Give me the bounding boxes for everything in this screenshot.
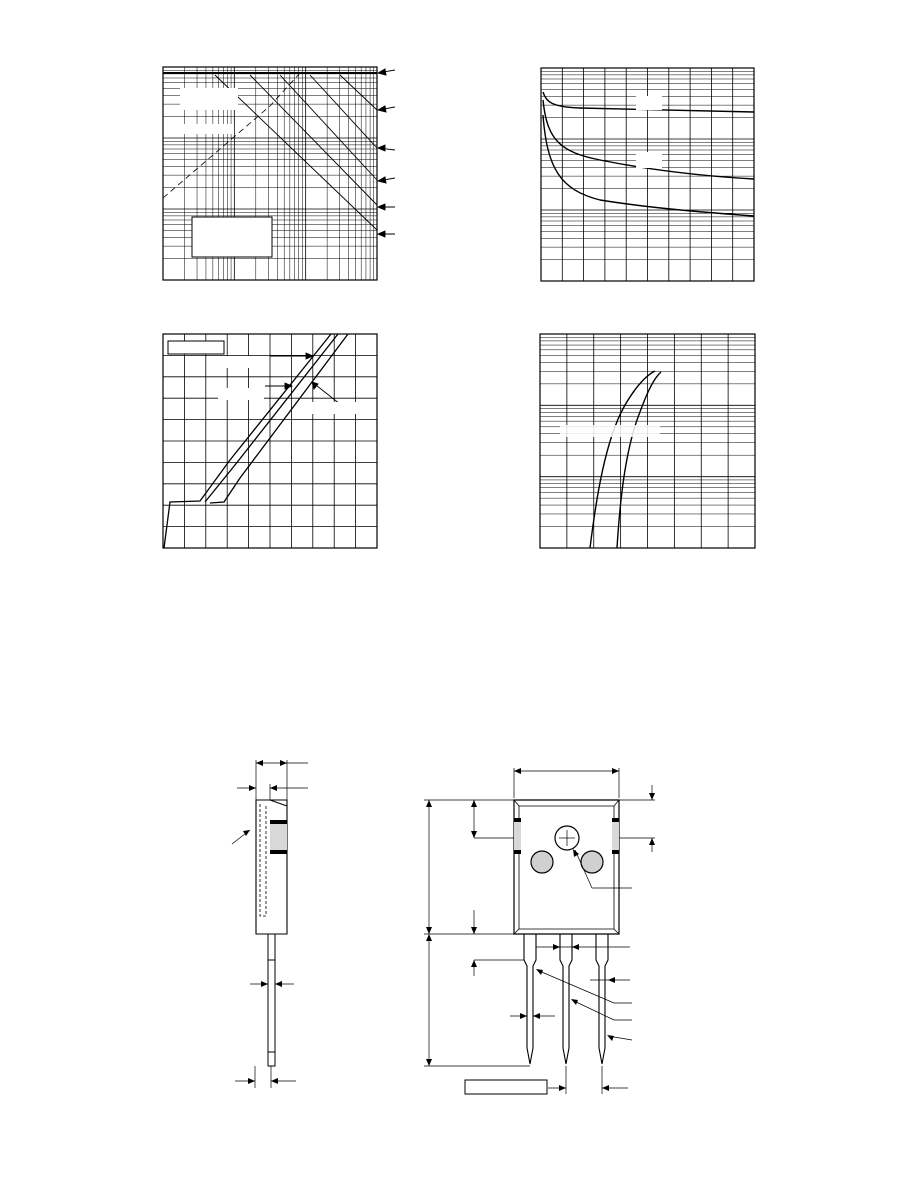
chart-top-left-label-box-2 <box>168 124 234 134</box>
package-front-arrowheads <box>426 768 655 1091</box>
chart-top-left-label-box-1 <box>180 88 238 110</box>
package-front-view <box>424 768 655 1094</box>
chart-top-right <box>541 68 754 281</box>
chart-top-left-arrows <box>378 69 395 237</box>
chart-top-left <box>163 67 395 280</box>
chart-mid-left-label-box <box>168 341 224 354</box>
package-side-arrowheads <box>243 760 287 1084</box>
chart-top-left-diag-4 <box>310 75 377 148</box>
chart-mid-right-curve-2 <box>617 372 661 548</box>
chart-mid-left-grid <box>163 334 377 548</box>
chart-top-right-label-box-2 <box>636 152 662 168</box>
chart-mid-right <box>540 334 755 548</box>
chart-top-left-legend-box <box>192 217 272 257</box>
chart-mid-left-label-box-2 <box>225 356 265 368</box>
package-side-view <box>232 760 308 1088</box>
chart-mid-right-grid <box>540 334 755 548</box>
chart-mid-left <box>163 334 377 548</box>
chart-mid-left-label-box-4 <box>306 402 364 414</box>
chart-mid-right-label-box <box>560 425 660 437</box>
chart-mid-left-curve-2 <box>205 334 338 502</box>
chart-top-left-diag-2 <box>250 75 377 205</box>
chart-top-left-diag-5 <box>340 75 377 110</box>
chart-top-left-diag-1 <box>215 75 377 230</box>
chart-top-right-label-box-1 <box>636 96 662 110</box>
chart-mid-left-label-box-3 <box>218 388 264 400</box>
